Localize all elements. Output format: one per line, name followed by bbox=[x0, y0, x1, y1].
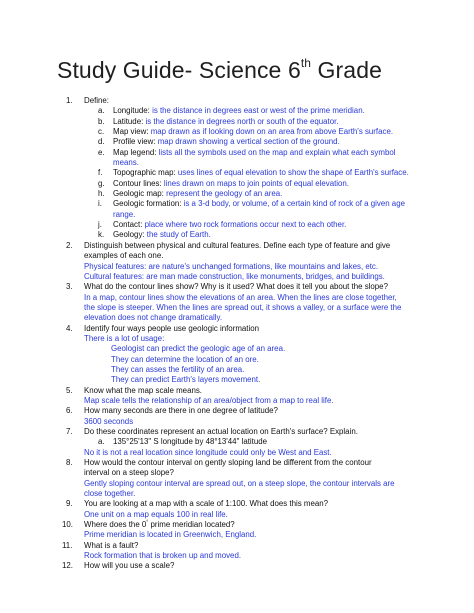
question-2: 2. Distinguish between physical and cultural features. Define each type of feature and give bbox=[66, 240, 391, 250]
item-letter: e. bbox=[98, 147, 105, 157]
definition-item bbox=[0, 137, 474, 147]
term: Longitude: bbox=[113, 106, 153, 116]
answer-3: In a map, contour lines show the elevations of an area. When the lines are close together, bbox=[84, 292, 397, 302]
term: Geologic formation: bbox=[113, 199, 184, 209]
term: Geologic map: bbox=[113, 189, 167, 199]
definition-continuation bbox=[0, 210, 474, 220]
term: Map legend: bbox=[113, 147, 159, 157]
term: Contact: bbox=[113, 220, 145, 230]
definition: uses lines of equal elevation to show the shape of Earth's surface. bbox=[177, 168, 409, 178]
answer-2a: Physical features: are nature's unchanged formations, like mountains and lakes, etc. bbox=[84, 261, 379, 271]
title-text: Study Guide- Science 6 bbox=[57, 57, 301, 83]
question-list: 1. Define: a. Longitude: is the distance in degrees east or west of the prime meridian. b. Latitude: is the distance in degrees north or south of the equator. c. Map view: map drawn as if looking down on an area from above Earth's surface. d. Profile view: map drawn showing a vertical section of the ground. e. Map legend: lists all the symbols used on the map and explain what each symbol means. f. Topographic map: uses lines of equal elevation to show the shape of Earth's surface. g. Contour lines: lines drawn on maps to join points of equal elevation. h. Geologic map: represent the geology of an area. i. Geologic formation: is a 3-d body, or volume, of a certain kind of rock of a given age range. j. Contact: place where two rock formations occur next to each other. k. Geology: the study of Earth. 2. Distinguish between physical and cultural features. Define each type of feature and give examples of each one. Physical features: are nature's unchanged formations, like mountains and lakes, etc. Cultural features: are man made construction, like monuments, bridges, and buildings. 3. What do the contour lines show? Why is it used? What does it tell you about the slope? In a map, contour lines show the elevations of an area. When the lines are close together, the slope is steeper. When the lines are spread out, it shows a valley, or a surface were the elevation does not change dramatically. 4. Identify four ways people use geologic information There is a lot of usage: Geologist can predict the geologic age of an area. They can determine the location of an ore. They can asses the fertility of an area. They can predict Earth's layers movement. 5. Know what the map scale means. Map scale tells the relationship of an area/object from a map to real life. 6. How many seconds are there in one degree of latitude? 3600 seconds 7. Do these coordinates represent an actual location on Earth's surface? Explain. a. 135°25'13" S longitude by 48°13'44" latitude No it is not a real location since longitude could only be West and East. 8. How would the contour interval on gently sloping land be different from the contour interval on a steep slope? Gently sloping contour interval are spread out, on a steep slope, the contour intervals are close together. 9. You are looking at a map with a scale of 1:100. What does this mean? One unit on a map equals 100 in real life. 10. Where does the 0° prime meridian located? Prime meridian is located in Greenwich, England. 11. What is a fault? Rock formation that is broken up and moved. 12. How will you use a scale? bbox=[0, 96, 474, 572]
use-item: Geologist can predict the geologic age of an area. bbox=[111, 344, 286, 354]
answer-7: No it is not a real location since longitude could only be West and East. bbox=[84, 447, 332, 457]
question-7-sub: a. 135°25'13" S longitude by 48°13'44" latitude bbox=[98, 437, 268, 447]
answer-2b: Cultural features: are man made construction, like monuments, bridges, and buildings. bbox=[84, 271, 385, 281]
question-5: 5. Know what the map scale means. bbox=[66, 385, 202, 395]
use-item: They can predict Earth's layers movement. bbox=[111, 375, 261, 385]
answer-9: One unit on a map equals 100 in real life. bbox=[84, 509, 228, 519]
answer-5: Map scale tells the relationship of an area/object from a map to real life. bbox=[84, 395, 334, 405]
item-letter: h. bbox=[98, 189, 105, 199]
question-3: 3. What do the contour lines show? Why is it used? What does it tell you about the slope? bbox=[66, 282, 388, 292]
title-superscript: th bbox=[300, 56, 312, 71]
definition-item bbox=[0, 179, 474, 189]
term: Latitude: bbox=[113, 116, 146, 126]
question-8: 8. How would the contour interval on gently sloping land be different from the contour bbox=[66, 458, 372, 468]
question-12: 12. How will you use a scale? bbox=[62, 561, 175, 571]
item-letter: d. bbox=[98, 137, 105, 147]
item-letter: c. bbox=[98, 127, 105, 137]
title-text-end: Grade bbox=[311, 57, 382, 83]
definition: place where two rock formations occur next to each other. bbox=[144, 220, 347, 230]
term: Profile view: bbox=[113, 137, 158, 147]
term: Topographic map: bbox=[113, 168, 178, 178]
definition-item bbox=[0, 106, 474, 116]
answer-6: 3600 seconds bbox=[84, 416, 134, 426]
definition-item bbox=[0, 199, 474, 209]
page-title bbox=[57, 57, 382, 84]
definition: represent the geology of an area. bbox=[166, 189, 283, 199]
question-10: 10. Where does the 0° prime meridian located? bbox=[62, 519, 235, 530]
definition: is the distance in degrees north or south of the equator. bbox=[145, 116, 339, 126]
definition-item bbox=[0, 220, 474, 230]
answer-4: There is a lot of usage: bbox=[84, 333, 165, 343]
definition-item bbox=[0, 117, 474, 127]
question-9: 9. You are looking at a map with a scale of 1:100. What does this mean? bbox=[66, 499, 329, 509]
define-list bbox=[0, 106, 474, 240]
definition-continuation bbox=[0, 158, 474, 168]
item-letter: a. bbox=[98, 106, 105, 116]
question-6: 6. How many seconds are there in one degree of latitude? bbox=[66, 406, 278, 416]
item-letter: g. bbox=[98, 178, 105, 188]
definition: the study of Earth. bbox=[146, 230, 211, 240]
definition-cont: range. bbox=[113, 209, 136, 219]
item-letter: j. bbox=[98, 220, 102, 230]
definition: map drawn as if looking down on an area from above Earth's surface. bbox=[150, 127, 394, 137]
definition-item bbox=[0, 230, 474, 240]
question-4: 4. Identify four ways people use geologic information bbox=[66, 323, 260, 333]
term: Geology: bbox=[113, 230, 147, 240]
item-letter: i. bbox=[98, 199, 102, 209]
definition: map drawn showing a vertical section of the ground. bbox=[157, 137, 340, 147]
definition-item bbox=[0, 127, 474, 137]
question-11: 11. What is a fault? bbox=[62, 540, 139, 550]
definition-item bbox=[0, 189, 474, 199]
definition: lists all the symbols used on the map and explain what each symbol bbox=[158, 147, 396, 157]
definition: is a 3-d body, or volume, of a certain kind of rock of a given age bbox=[183, 199, 405, 209]
question-7: 7. Do these coordinates represent an actual location on Earth's surface? Explain. bbox=[66, 427, 358, 436]
use-item: They can determine the location of an ore. bbox=[111, 354, 259, 364]
question-1: 1. Define: bbox=[66, 96, 110, 105]
definition: lines drawn on maps to join points of equal elevation. bbox=[163, 178, 349, 188]
answer-8: Gently sloping contour interval are spread out, on a steep slope, the contour intervals are bbox=[84, 478, 395, 488]
answer-10: Prime meridian is located in Greenwich, England. bbox=[84, 530, 257, 540]
definition-item bbox=[0, 168, 474, 178]
definition: is the distance in degrees east or west of the prime meridian. bbox=[152, 106, 365, 116]
term: Contour lines: bbox=[113, 178, 164, 188]
definition-cont: means. bbox=[113, 158, 139, 168]
item-letter: k. bbox=[98, 230, 105, 240]
use-item: They can asses the fertility of an area. bbox=[111, 364, 245, 374]
item-letter: b. bbox=[98, 116, 105, 126]
answer-11: Rock formation that is broken up and moved. bbox=[84, 551, 242, 561]
item-letter: f. bbox=[98, 168, 103, 178]
definition-item bbox=[0, 148, 474, 158]
term: Map view: bbox=[113, 127, 151, 137]
